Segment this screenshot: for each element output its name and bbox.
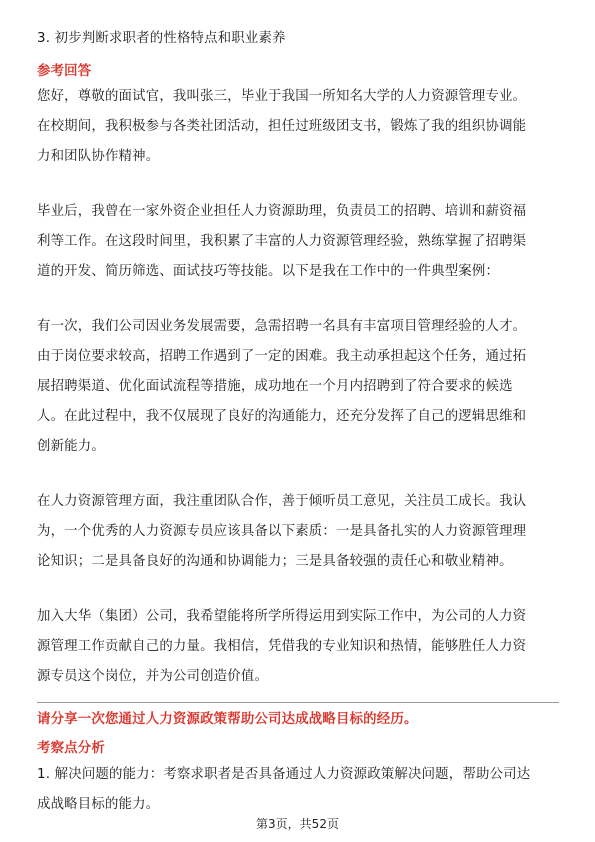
paragraph-line: 创新能力。	[37, 439, 105, 454]
paragraph-line: 源管理工作贡献自己的力量。我相信，凭借我的专业知识和热情，能够胜任人力资	[37, 639, 527, 654]
paragraph-line: 加入大华（集团）公司，我希望能将所学所得运用到实际工作中，为公司的人力资	[37, 609, 527, 624]
analysis-line: 1. 解决问题的能力：考察求职者是否具备通过人力资源政策解决问题，帮助公司达	[37, 767, 531, 782]
page-footer: 第3页，共52页	[256, 817, 339, 831]
analysis-line: 成战略目标的能力。	[37, 797, 160, 812]
paragraph-line: 论知识；二是具备良好的沟通和协调能力；三是具备较强的责任心和敬业精神。	[37, 554, 513, 569]
section-divider	[37, 702, 559, 703]
paragraph-line: 力和团队协作精神。	[37, 149, 160, 164]
paragraph-line: 毕业后，我曾在一家外资企业担任人力资源助理，负责员工的招聘、培训和薪资福	[37, 204, 527, 219]
paragraph-line: 您好，尊敬的面试官，我叫张三，毕业于我国一所知名大学的人力资源管理专业。	[37, 89, 527, 104]
paragraph-line: 由于岗位要求较高，招聘工作遇到了一定的困难。我主动承担起这个任务，通过拓	[37, 349, 527, 364]
paragraph-line: 有一次，我们公司因业务发展需要，急需招聘一名具有丰富项目管理经验的人才。	[37, 319, 527, 334]
paragraph-line: 为，一个优秀的人力资源专员应该具备以下素质：一是具备扎实的人力资源管理理	[37, 524, 527, 539]
section-title: 3. 初步判断求职者的性格特点和职业素养	[37, 31, 286, 46]
paragraph-line: 在校期间，我积极参与各类社团活动，担任过班级团支书，锻炼了我的组织协调能	[37, 119, 527, 134]
answer-heading: 参考回答	[37, 64, 92, 79]
paragraph-line: 人。在此过程中，我不仅展现了良好的沟通能力，还充分发挥了自己的逻辑思维和	[37, 409, 527, 424]
analysis-heading: 考察点分析	[37, 741, 105, 756]
paragraph-line: 在人力资源管理方面，我注重团队合作，善于倾听员工意见，关注员工成长。我认	[37, 494, 527, 509]
paragraph-line: 源专员这个岗位，并为公司创造价值。	[37, 669, 269, 684]
paragraph-line: 利等工作。在这段时间里，我积累了丰富的人力资源管理经验，熟练掌握了招聘渠	[37, 234, 527, 249]
paragraph-line: 展招聘渠道、优化面试流程等措施，成功地在一个月内招聘到了符合要求的候选	[37, 379, 513, 394]
interview-question: 请分享一次您通过人力资源政策帮助公司达成战略目标的经历。	[37, 712, 418, 727]
paragraph-line: 道的开发、简历筛选、面试技巧等技能。以下是我在工作中的一件典型案例：	[37, 264, 500, 279]
